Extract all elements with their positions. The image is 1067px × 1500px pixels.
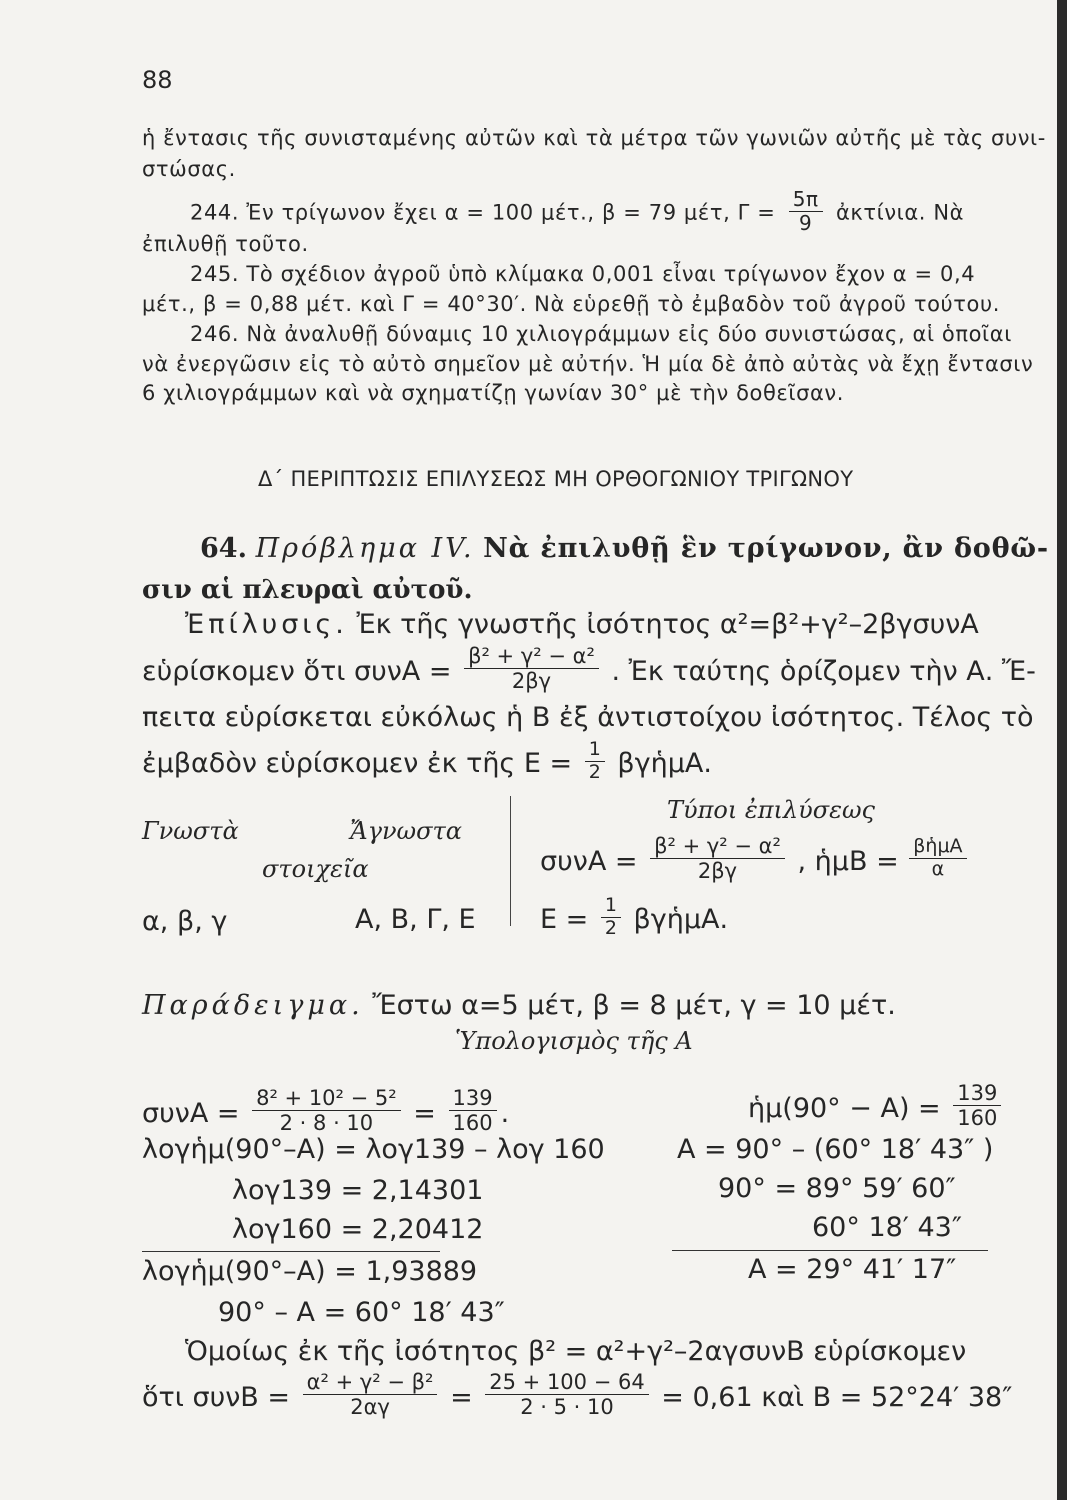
formula-1-pre: συνΑ = <box>540 846 638 878</box>
solution-line-4-post: βγἡμΑ. <box>617 747 712 779</box>
cosine-a-value-fraction <box>449 1086 497 1135</box>
calculation-heading: Ὑπολογισμὸς τῆς Α <box>455 1027 693 1055</box>
cosine-a-pre: συνΑ = <box>142 1098 240 1130</box>
formula-3-fraction <box>601 895 621 940</box>
sine-complement-line <box>748 1081 1005 1134</box>
log-line-5: 90° – Α = 60° 18′ 43″ <box>218 1297 505 1328</box>
fraction-numerator: α² + γ² − β² <box>303 1370 438 1395</box>
page-edge-shadow <box>1057 0 1067 1500</box>
equals-sign: = <box>413 1098 436 1130</box>
solution-line-2-post: . Ἐκ ταύτης ὁρίζομεν τὴν Α. Ἔ- <box>611 656 1036 688</box>
example-line <box>142 990 896 1021</box>
solution-line-1 <box>185 609 979 640</box>
problem-title: Νὰ ἐπιλυθῇ ἓν τρίγωνον, ἂν δοθῶ- <box>483 533 1049 564</box>
sum-rule-right <box>672 1250 988 1251</box>
exercise-244-tail: ἀκτίνια. Νὰ <box>835 200 965 225</box>
problem-title-line-2: σιν αἱ πλευραὶ αὐτοῦ. <box>142 575 473 605</box>
table-formulas-header: Τύποι ἐπιλύσεως <box>667 796 875 824</box>
intro-line-1: ἡ ἔντασις τῆς συνισταμένης αὐτῶν καὶ τὰ μέτρα τῶν γωνιῶν αὐτῆς μὲ τὰς συνι- <box>142 126 1046 150</box>
log-line-4: λογἡμ(90°–Α) = 1,93889 <box>142 1256 478 1287</box>
solution-line-2 <box>142 644 1036 697</box>
angle-line-2: 90° = 89° 59′ 60″ <box>718 1173 956 1204</box>
cosine-b-line <box>142 1370 1013 1423</box>
solution-line-4 <box>142 738 712 787</box>
sum-rule-left <box>142 1251 440 1252</box>
exercise-246-line-1: 246. Νὰ ἀναλυθῇ δύναμις 10 χιλιογράμμων εἰς δύο συνιστώσας, αἱ ὁποῖαι <box>190 322 1012 346</box>
fraction-denominator: 2βγ <box>511 669 552 694</box>
solution-line-1-text: Ἐκ τῆς γνωστῆς ἰσότητος α²=β²+γ²–2βγσυνΑ <box>356 609 979 640</box>
solution-label: Ἐπίλυσις. <box>185 609 348 640</box>
cosine-b-fraction <box>303 1370 438 1419</box>
fraction-denominator: α <box>931 858 945 881</box>
exercise-245-line-2: μέτ., β = 0,88 μέτ. καὶ Γ = 40°30′. Νὰ εὑρεθῇ τὸ ἐμβαδὸν τοῦ ἀγροῦ τούτου. <box>142 292 1000 316</box>
table-unknown-header: Ἄγνωστα <box>350 817 462 845</box>
fraction-numerator: 25 + 100 − 64 <box>485 1370 648 1395</box>
table-unknown-values: Α, Β, Γ, Ε <box>355 904 476 935</box>
fraction-numerator: 1 <box>585 739 605 762</box>
cosine-a-fraction <box>252 1086 401 1135</box>
fraction-denominator: 160 <box>957 1106 998 1131</box>
equals-sign: = <box>450 1382 473 1414</box>
problem-label: Πρόβλημα IV. <box>255 533 475 564</box>
problem-number: 64. <box>200 533 247 564</box>
exercise-244-text: 244. Ἐν τρίγωνον ἔχει α = 100 μέτ., β = 79 μέτ, Γ = <box>190 200 776 225</box>
solution-line-3: πειτα εὑρίσκεται εὐκόλως ἡ Β ἐξ ἀντιστοίχου ἰσότητος. Τέλος τὸ <box>142 702 1034 733</box>
cosine-b-pre: ὅτι συνΒ = <box>142 1382 291 1414</box>
exercise-244-line-1 <box>190 187 965 237</box>
sine-complement-fraction <box>953 1081 1001 1130</box>
fraction-numerator: βἡμΑ <box>909 836 966 859</box>
angle-line-1: Α = 90° – (60° 18′ 43″ ) <box>677 1134 994 1165</box>
fraction-numerator: 5π <box>789 188 823 212</box>
fraction-denominator: 9 <box>799 211 813 235</box>
half-fraction <box>585 739 605 784</box>
fraction-numerator: 139 <box>953 1081 1001 1106</box>
cosine-rule-fraction <box>464 644 599 693</box>
table-divider <box>510 796 511 926</box>
fraction-numerator: β² + γ² − α² <box>650 834 785 859</box>
log-line-2: λογ139 = 2,14301 <box>232 1175 484 1206</box>
exercise-244-line-2: ἐπιλυθῇ τοῦτο. <box>142 232 309 256</box>
fraction-denominator: 2 · 8 · 10 <box>279 1111 374 1136</box>
fraction-denominator: 2 <box>604 916 617 939</box>
table-known-header: Γνωστὰ <box>142 817 239 845</box>
fraction-denominator: 2αγ <box>350 1395 390 1420</box>
exercise-246-line-2: νὰ ἐνεργῶσιν εἰς τὸ αὐτὸ σημεῖον μὲ αὐτήν. Ἡ μία δὲ ἀπὸ αὐτὰς νὰ ἔχῃ ἔντασιν <box>142 352 1034 376</box>
fraction-denominator: 160 <box>452 1111 493 1136</box>
formula-2-pre: , ἡμΒ = <box>797 846 899 878</box>
problem-title-line-1 <box>200 533 1049 564</box>
sine-complement-pre: ἡμ(90° − Α) = <box>748 1093 941 1125</box>
formula-1-fraction <box>650 834 785 883</box>
page-number: 88 <box>142 66 173 94</box>
fraction-numerator: 139 <box>449 1086 497 1111</box>
log-line-3: λογ160 = 2,20412 <box>232 1214 484 1245</box>
example-text: Ἔστω α=5 μέτ, β = 8 μέτ, γ = 10 μέτ. <box>372 990 896 1021</box>
exercise-245-line-1: 245. Τὸ σχέδιον ἀγροῦ ὑπὸ κλίμακα 0,001 εἶναι τρίγωνον ἔχον α = 0,4 <box>190 262 976 286</box>
example-label: Παράδειγμα. <box>142 990 364 1021</box>
angle-line-3: 60° 18′ 43″ <box>812 1212 962 1243</box>
log-line-1: λογἡμ(90°–Α) = λογ139 – λογ 160 <box>142 1134 605 1165</box>
solution-line-2-pre: εὑρίσκομεν ὅτι συνΑ = <box>142 656 452 688</box>
table-known-values: α, β, γ <box>142 906 228 937</box>
formula-3-pre: Ε = <box>540 903 589 935</box>
fraction-numerator: β² + γ² − α² <box>464 644 599 669</box>
cosine-b-result: = 0,61 καὶ Β = 52°24′ 38″ <box>661 1382 1013 1414</box>
section-heading: Δ΄ ΠΕΡΙΠΤΩΣΙΣ ΕΠΙΛΥΣΕΩΣ ΜΗ ΟΡΘΟΓΩΝΙΟΥ ΤΡΙΓΩΝΟΥ <box>258 467 854 491</box>
table-elements-header: στοιχεῖα <box>262 855 369 883</box>
formula-2-fraction <box>909 836 966 881</box>
angle-result: Α = 29° 41′ 17″ <box>748 1254 957 1285</box>
fraction-numerator: 1 <box>601 895 621 918</box>
solution-line-4-pre: ἐμβαδὸν εὑρίσκομεν ἐκ τῆς Ε = <box>142 747 573 779</box>
formula-line-3 <box>540 894 729 943</box>
cosine-b-value-fraction <box>485 1370 648 1419</box>
exercise-244-fraction <box>789 188 823 235</box>
fraction-denominator: 2 <box>588 760 601 783</box>
formula-line-1 <box>540 834 969 887</box>
fraction-denominator: 2βγ <box>697 859 738 884</box>
fraction-denominator: 2 · 5 · 10 <box>520 1395 614 1420</box>
fraction-numerator: 8² + 10² − 5² <box>252 1086 401 1111</box>
cosine-a-line: συνΑ = $\frac{\text{8² + 10² − 5²}}{2 \cdot 8 \cdot 10}$ = $\frac{139}{160}$ . <box>142 1086 510 1136</box>
similar-line: Ὁμοίως ἐκ τῆς ἰσότητος β² = α²+γ²–2αγσυνΒ εὑρίσκομεν <box>185 1336 967 1367</box>
intro-line-2: στώσας. <box>142 157 236 181</box>
exercise-246-line-3: 6 χιλιογράμμων καὶ νὰ σχηματίζῃ γωνίαν 30° μὲ τὴν δοθεῖσαν. <box>142 381 845 405</box>
formula-3-post: βγἡμΑ. <box>633 903 729 935</box>
